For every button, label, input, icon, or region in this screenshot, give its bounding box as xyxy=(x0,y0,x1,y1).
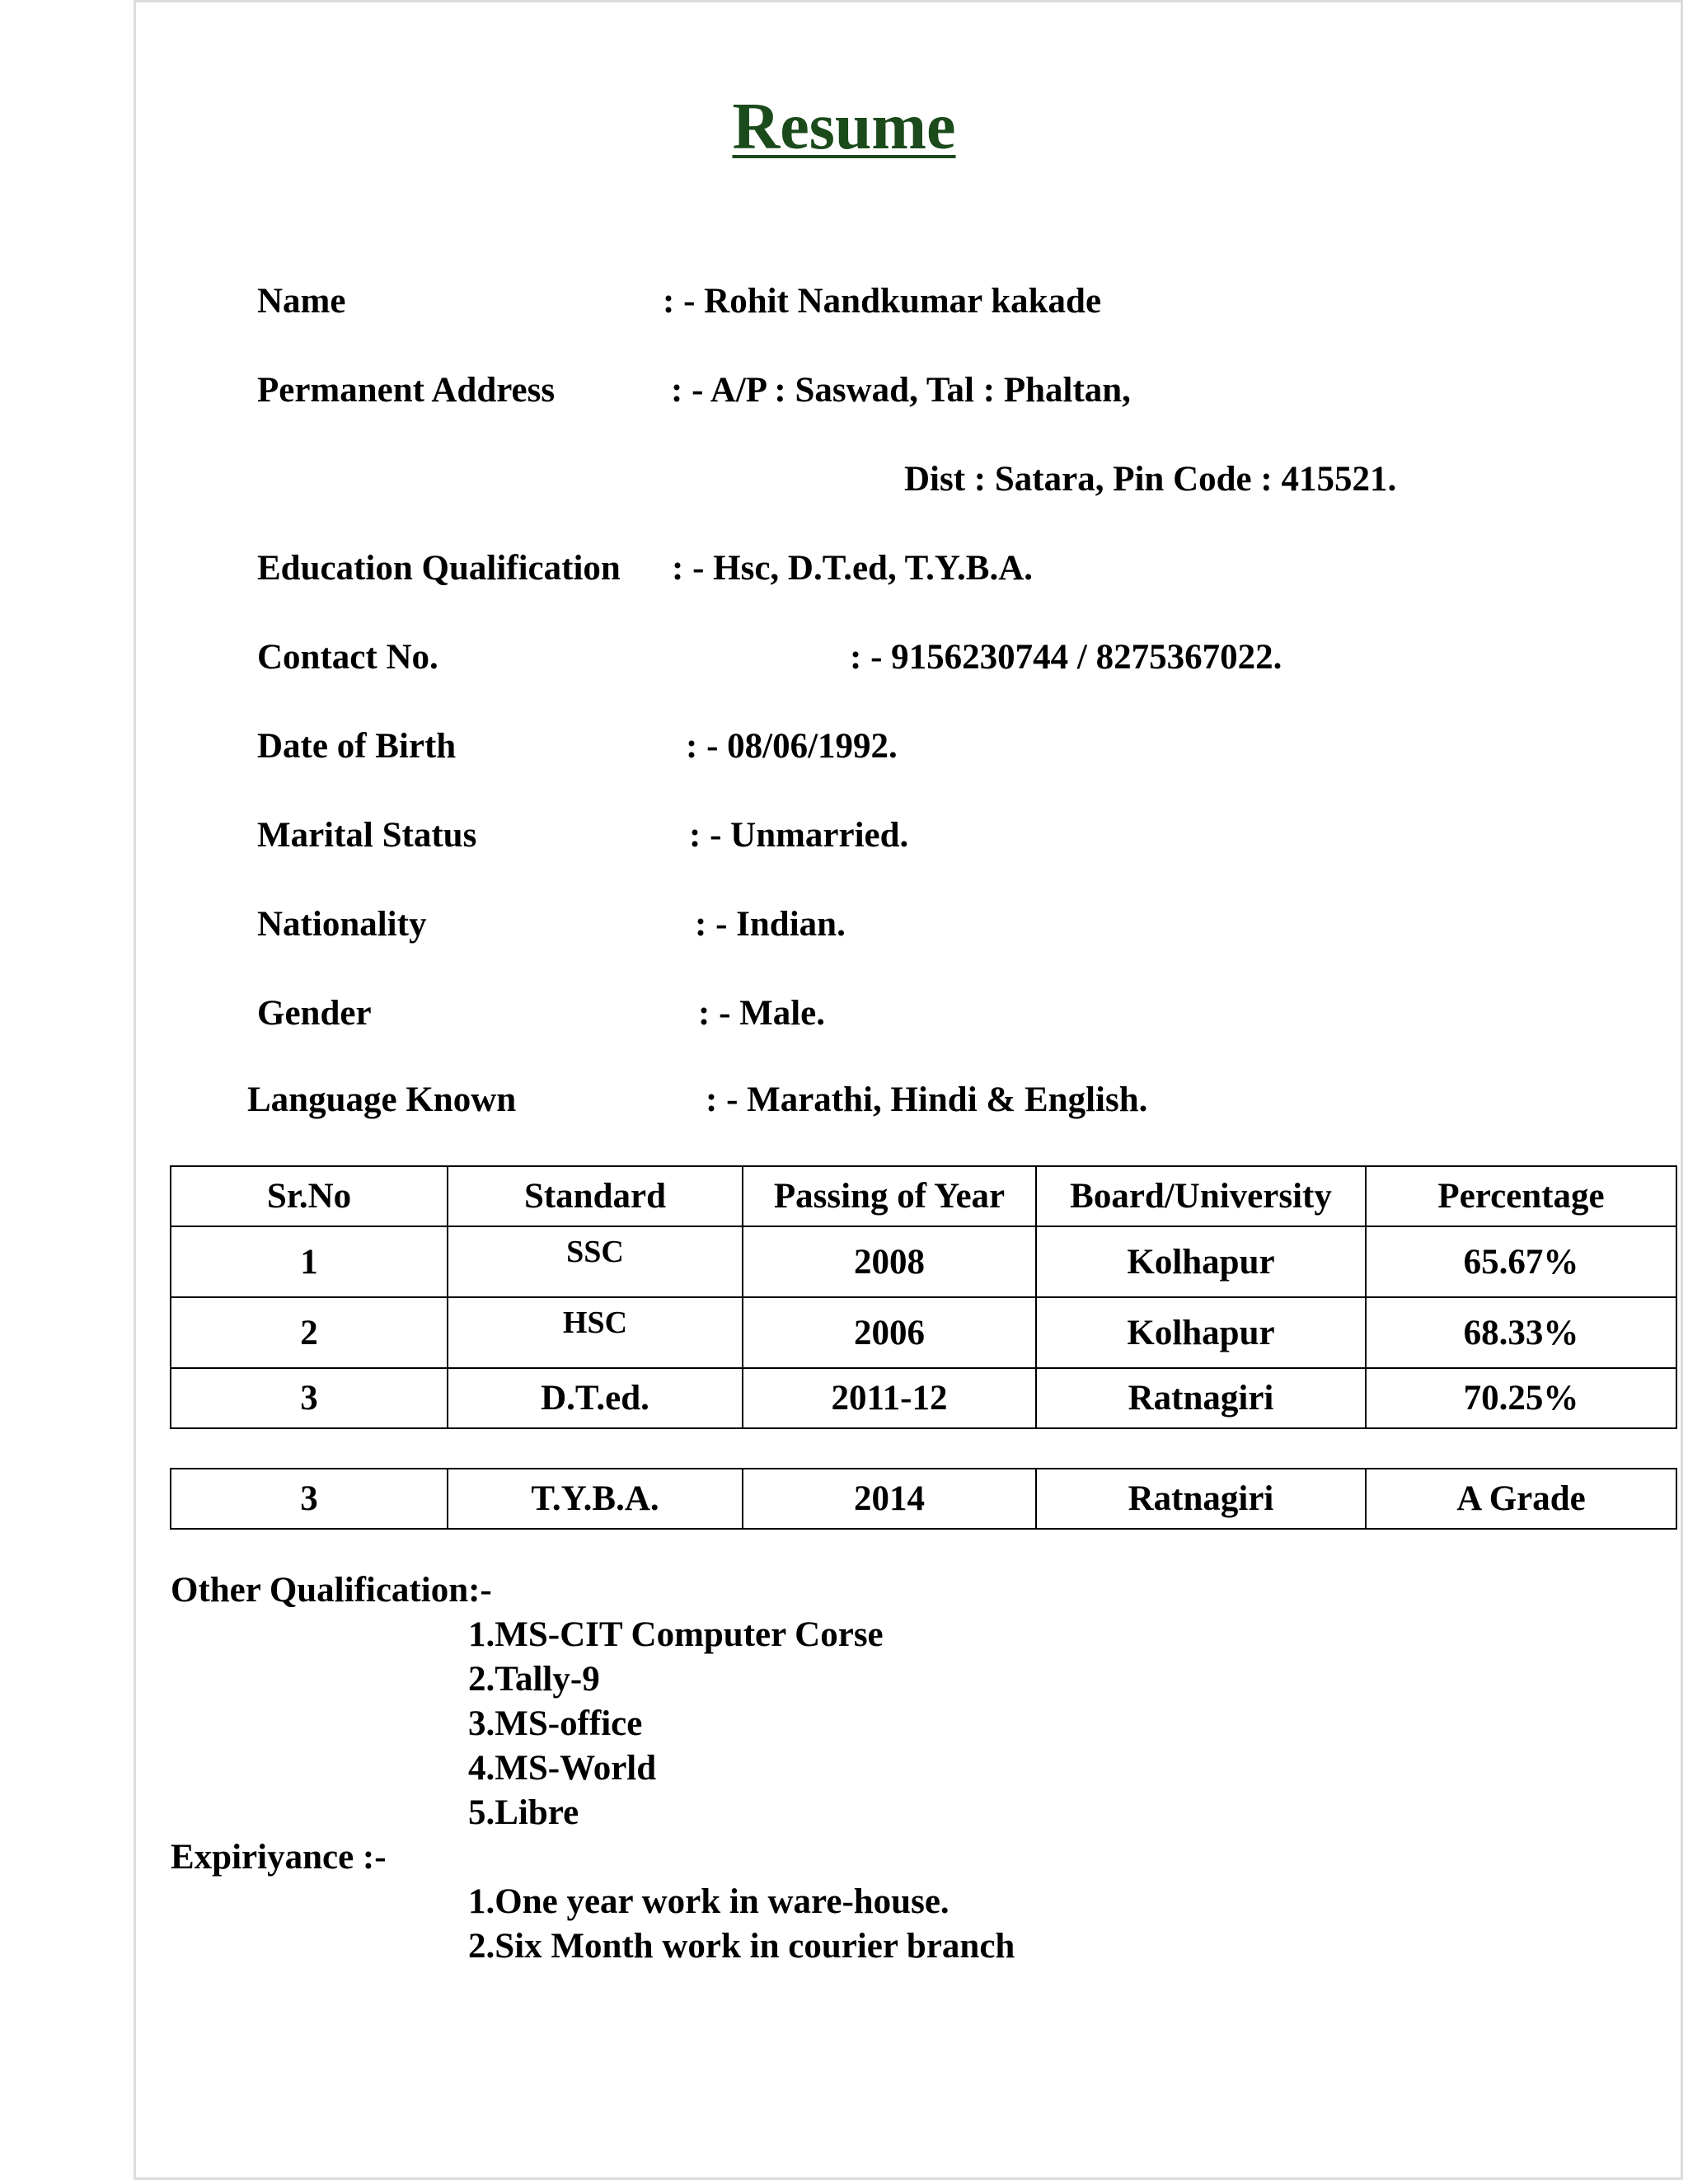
gender-value: : - Male. xyxy=(698,994,826,1033)
table-row xyxy=(171,1469,1676,1529)
list-item: 3.MS-office xyxy=(468,1704,643,1743)
marital-label: Marital Status xyxy=(257,816,477,855)
language-label: Language Known xyxy=(247,1080,517,1119)
table-cell: SSC xyxy=(448,1226,743,1297)
education-value: : - Hsc, D.T.ed, T.Y.B.A. xyxy=(672,549,1033,588)
list-item: 1.MS-CIT Computer Corse xyxy=(468,1615,884,1654)
address-value-line2: Dist : Satara, Pin Code : 415521. xyxy=(904,460,1397,499)
table-cell: T.Y.B.A. xyxy=(448,1469,743,1529)
list-item: 5.Libre xyxy=(468,1793,579,1832)
table-cell: 2 xyxy=(171,1297,448,1368)
table-cell: 2008 xyxy=(743,1226,1036,1297)
table-header-cell: Standard xyxy=(448,1166,743,1226)
table-cell: Kolhapur xyxy=(1036,1297,1366,1368)
table-header-row xyxy=(171,1166,1676,1226)
table-cell: HSC xyxy=(448,1297,743,1368)
table-cell: Ratnagiri xyxy=(1036,1469,1366,1529)
experience-heading: Expiriyance :- xyxy=(171,1838,387,1877)
table-header-cell: Board/University xyxy=(1036,1166,1366,1226)
education-table xyxy=(170,1165,1677,1429)
table-header-cell: Sr.No xyxy=(171,1166,448,1226)
table-cell: 3 xyxy=(171,1469,448,1529)
marital-value: : - Unmarried. xyxy=(689,816,909,855)
name-label: Name xyxy=(257,282,346,321)
contact-value: : - 9156230744 / 8275367022. xyxy=(850,638,1282,677)
name-value: : - Rohit Nandkumar kakade xyxy=(663,282,1102,321)
table-cell: Ratnagiri xyxy=(1036,1368,1366,1428)
table-row xyxy=(171,1368,1676,1428)
table-cell: 2006 xyxy=(743,1297,1036,1368)
table-cell: 68.33% xyxy=(1366,1297,1676,1368)
list-item: 4.MS-World xyxy=(468,1749,657,1788)
list-item: 2.Six Month work in courier branch xyxy=(468,1927,1015,1966)
table-header-cell: Percentage xyxy=(1366,1166,1676,1226)
table-cell: 2011-12 xyxy=(743,1368,1036,1428)
address-value-line1: : - A/P : Saswad, Tal : Phaltan, xyxy=(671,371,1131,410)
list-item: 1.One year work in ware-house. xyxy=(468,1882,950,1921)
table-cell: D.T.ed. xyxy=(448,1368,743,1428)
table-cell: 3 xyxy=(171,1368,448,1428)
language-value: : - Marathi, Hindi & English. xyxy=(706,1080,1148,1119)
gender-label: Gender xyxy=(257,994,372,1033)
address-label: Permanent Address xyxy=(257,371,556,410)
table-row xyxy=(171,1226,1676,1297)
table-cell: A Grade xyxy=(1366,1469,1676,1529)
other-qualification-heading: Other Qualification:- xyxy=(171,1571,492,1610)
table-cell: 1 xyxy=(171,1226,448,1297)
nationality-value: : - Indian. xyxy=(695,905,846,944)
table-header-cell: Passing of Year xyxy=(743,1166,1036,1226)
contact-label: Contact No. xyxy=(257,638,438,677)
education-table-extra xyxy=(170,1468,1677,1530)
education-label: Education Qualification xyxy=(257,549,621,588)
table-cell: 2014 xyxy=(743,1469,1036,1529)
nationality-label: Nationality xyxy=(257,905,427,944)
table-cell: 70.25% xyxy=(1366,1368,1676,1428)
table-cell: Kolhapur xyxy=(1036,1226,1366,1297)
dob-label: Date of Birth xyxy=(257,727,457,766)
table-row xyxy=(171,1297,1676,1368)
list-item: 2.Tally-9 xyxy=(468,1660,600,1699)
table-cell: 65.67% xyxy=(1366,1226,1676,1297)
dob-value: : - 08/06/1992. xyxy=(686,727,898,766)
page-title: Resume xyxy=(732,91,956,163)
